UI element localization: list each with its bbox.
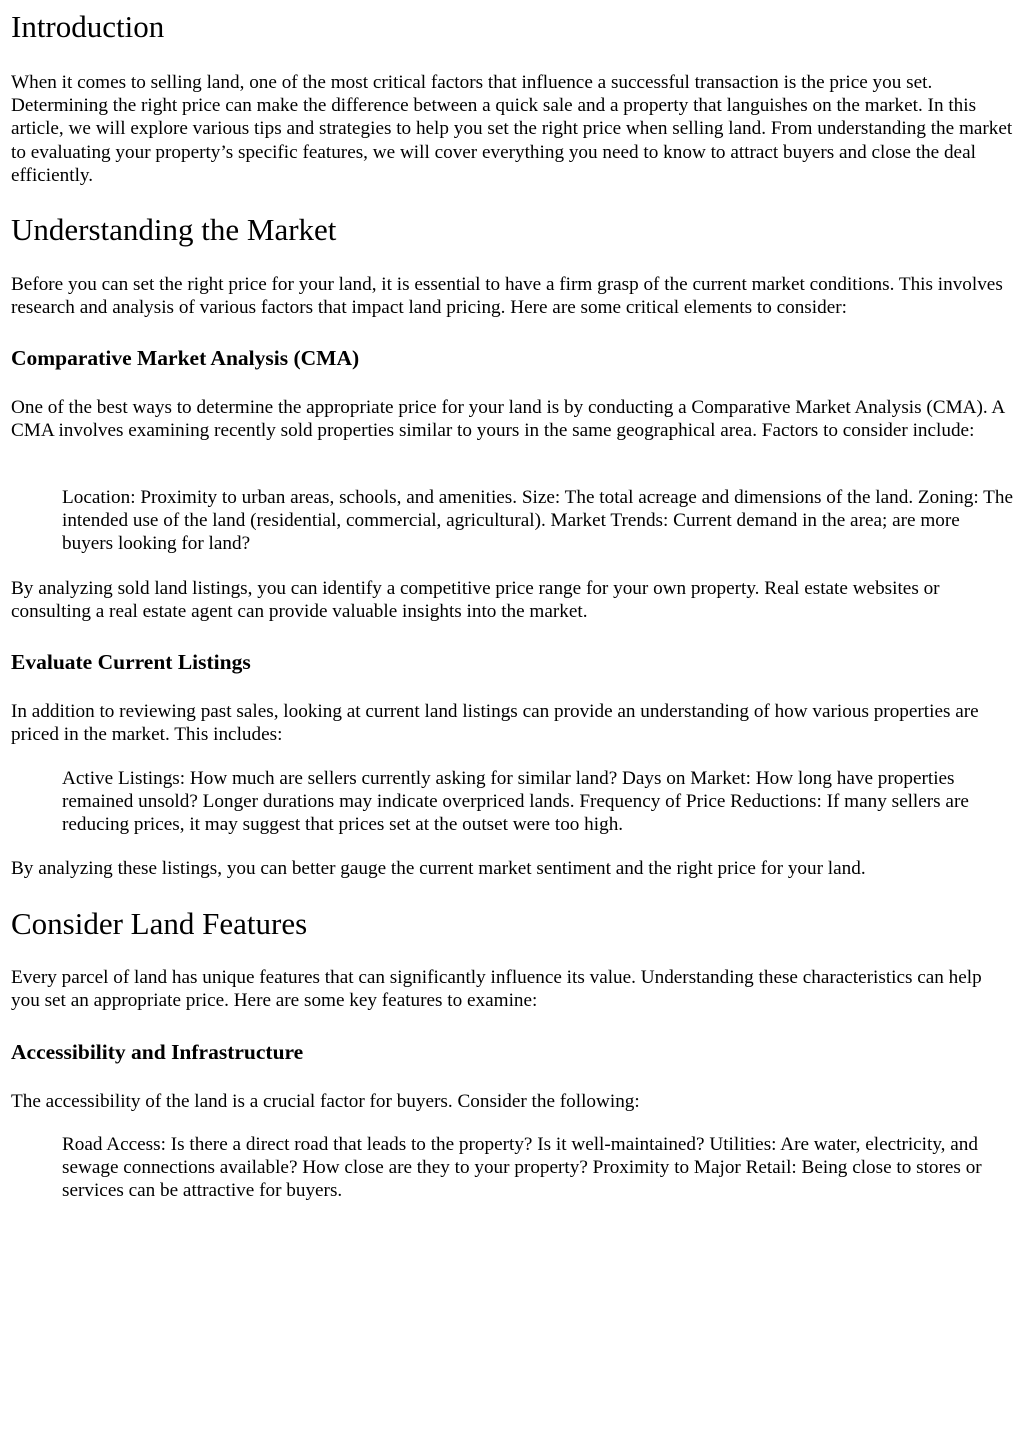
introduction-paragraph: When it comes to selling land, one of the most critical factors that influence a successful transaction is the price you set. Determining the right price can make the difference between a quick sale and a property that languishes on the market. In this article, we will explore various tips and strategies to help you set the right price when selling land. From understanding the market to evaluating your property’s specific features, we will cover everything you need to know to attract buyers and close the deal efficiently.: [11, 72, 1013, 186]
cma-factors-blockquote: Location: Proximity to urban areas, schools, and amenities. Size: The total acreage and dimensions of the land. Zoning: The intended use of the land (residential, commercial, agricultural). Market Trends: Current demand in the area; are more buyers looking for land?: [62, 487, 1013, 555]
understanding-market-paragraph: Before you can set the right price for your land, it is essential to have a firm grasp of the current market conditions. This involves research and analysis of various factors that impact land pricing. Here are some critical elements to consider:: [11, 274, 1003, 319]
accessibility-subheading: Accessibility and Infrastructure: [11, 1040, 304, 1064]
cma-conclusion-paragraph: By analyzing sold land listings, you can identify a competitive price range for your own property. Real estate websites or consulting a real estate agent can provide valuable insights into the market.: [11, 578, 940, 623]
land-features-paragraph: Every parcel of land has unique features that can significantly influence its value. Understanding these characteristics can help you set an appropriate price. Here are some key features to examine:: [11, 967, 982, 1012]
current-listings-conclusion-paragraph: By analyzing these listings, you can better gauge the current market sentiment and the right price for your land.: [11, 858, 866, 879]
current-listings-paragraph: In addition to reviewing past sales, looking at current land listings can provide an understanding of how various properties are priced in the market. This includes:: [11, 701, 979, 746]
current-listings-subheading: Evaluate Current Listings: [11, 650, 251, 674]
cma-paragraph: One of the best ways to determine the appropriate price for your land is by conducting a Comparative Market Analysis (CMA). A CMA involves examining recently sold properties similar to yours in the same geographical area. Factors to consider include:: [11, 397, 1005, 442]
introduction-heading: Introduction: [11, 9, 165, 44]
land-features-heading: Consider Land Features: [11, 906, 308, 941]
understanding-market-heading: Understanding the Market: [11, 212, 337, 247]
accessibility-paragraph: The accessibility of the land is a crucial factor for buyers. Consider the following:: [11, 1091, 640, 1112]
cma-subheading: Comparative Market Analysis (CMA): [11, 346, 360, 370]
accessibility-blockquote: Road Access: Is there a direct road that leads to the property? Is it well-maintained? Utilities: Are water, electricity, and sewage connections available? How close are they to your property? Proximity to Major Retail: Being close to stores or services can be attractive for buyers.: [62, 1134, 982, 1202]
current-listings-blockquote: Active Listings: How much are sellers currently asking for similar land? Days on Market: How long have properties remained unsold? Longer durations may indicate overpriced lands. Frequency of Price Reductions: If many sellers are reducing prices, it may suggest that prices set at the outset were too high.: [62, 768, 969, 836]
